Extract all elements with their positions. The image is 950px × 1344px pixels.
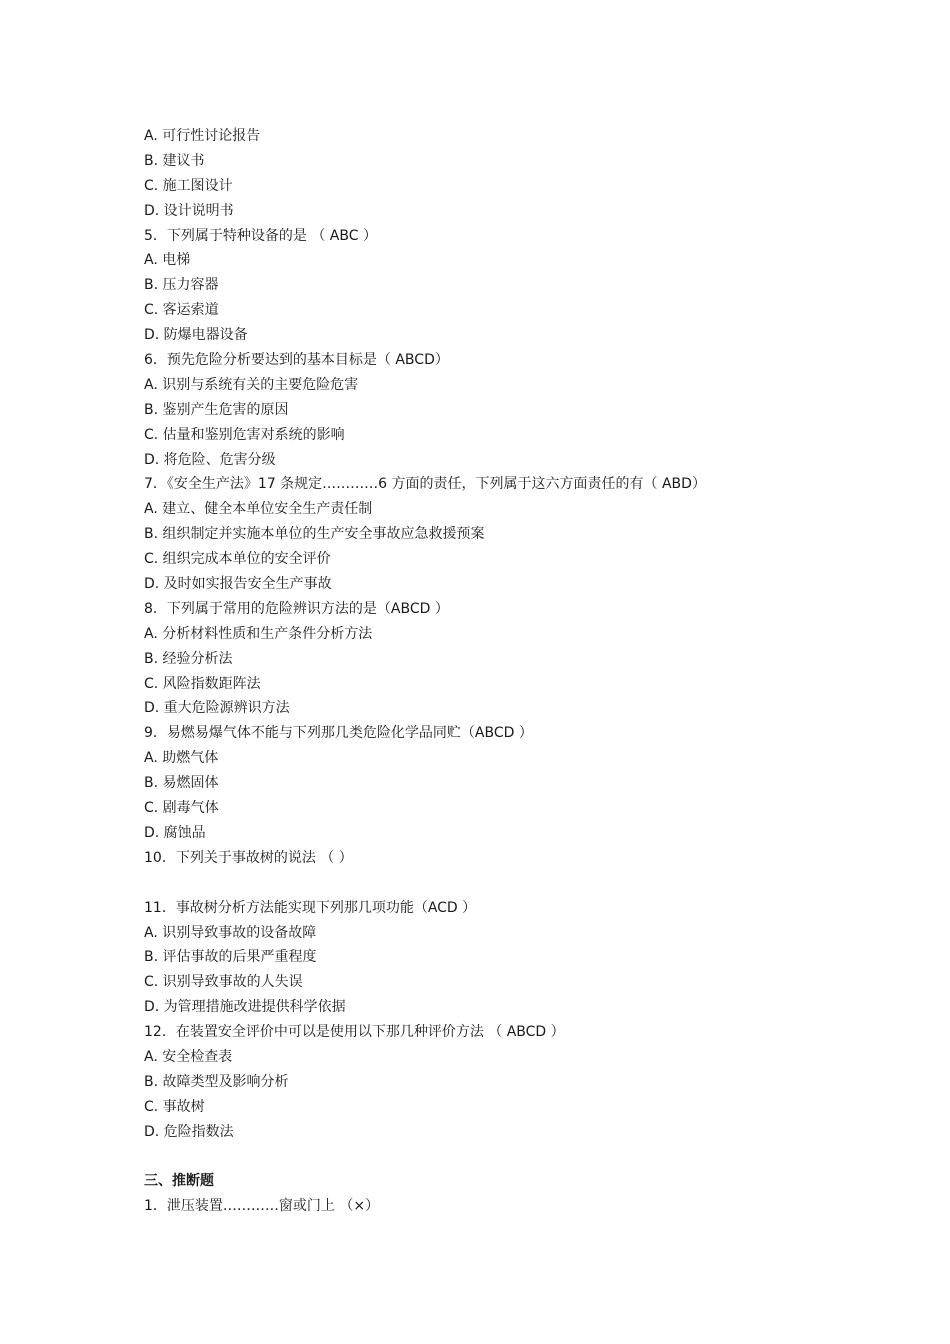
text-line: A. 安全检查表: [144, 1048, 233, 1065]
text-line: B. 经验分析法: [144, 650, 233, 667]
text-line: C. 剧毒气体: [144, 800, 219, 817]
text-line: B. 易燃固体: [144, 775, 219, 792]
text-line: B. 故障类型及影响分析: [144, 1073, 289, 1090]
text-line: D. 及时如实报告安全生产事故: [144, 576, 332, 593]
text-line: A. 电梯: [144, 252, 191, 269]
text-line: A. 识别与系统有关的主要危险危害: [144, 376, 359, 393]
section-heading: 三、推断题: [144, 1173, 214, 1190]
text-line: 7．《安全生产法》17 条规定…………6 方面的责任，下列属于这六方面责任的有（ ABD）: [144, 476, 706, 493]
blank-line: [144, 1145, 864, 1170]
document-page: [144, 124, 864, 1219]
text-line: 10．下列关于事故树的说法 （ ）: [144, 849, 353, 866]
text-line: B. 组织制定并实施本单位的生产安全事故应急救援预案: [144, 526, 485, 543]
text-line: C. 施工图设计: [144, 177, 233, 194]
text-line: A. 可行性讨论报告: [144, 128, 261, 144]
text-line: C. 事故树: [144, 1098, 205, 1115]
text-line: A. 助燃气体: [144, 750, 219, 767]
text-line: 8．下列属于常用的危险辨识方法的是（ABCD ）: [144, 600, 449, 617]
text-line: A. 识别导致事故的设备故障: [144, 924, 317, 941]
blank-line: [144, 871, 864, 896]
text-line: B. 压力容器: [144, 277, 219, 294]
text-line: C. 估量和鉴别危害对系统的影响: [144, 426, 345, 443]
text-line: C. 组织完成本单位的安全评价: [144, 551, 331, 568]
text-line: C. 识别导致事故的人失误: [144, 974, 303, 991]
text-line: B. 建议书: [144, 152, 205, 169]
text-line: 6．预先危险分析要达到的基本目标是（ ABCD）: [144, 352, 449, 369]
text-line: C. 风险指数距阵法: [144, 675, 261, 692]
text-line: 5．下列属于特种设备的是 （ ABC ）: [144, 227, 377, 244]
text-line: A. 分析材料性质和生产条件分析方法: [144, 625, 373, 642]
text-line: C. 客运索道: [144, 302, 219, 319]
text-line: D. 重大危险源辨识方法: [144, 700, 290, 717]
text-line: D. 为管理措施改进提供科学依据: [144, 999, 346, 1016]
text-line: 1．泄压装置…………窗或门上 （×）: [144, 1198, 380, 1215]
text-line: D. 防爆电器设备: [144, 327, 248, 344]
text-line: D. 设计说明书: [144, 202, 234, 219]
text-line: B. 鉴别产生危害的原因: [144, 401, 289, 418]
text-line: 9．易燃易爆气体不能与下列那几类危险化学品同贮（ABCD ）: [144, 725, 533, 742]
text-line: D. 腐蚀品: [144, 824, 206, 841]
text-line: D. 危险指数法: [144, 1123, 234, 1140]
text-line: B. 评估事故的后果严重程度: [144, 949, 317, 966]
text-line: 11．事故树分析方法能实现下列那几项功能（ACD ）: [144, 899, 477, 916]
text-line: D. 将危险、危害分级: [144, 451, 276, 468]
text-line: 12．在装置安全评价中可以是使用以下那几种评价方法 （ ABCD ）: [144, 1024, 565, 1041]
text-line: A. 建立、健全本单位安全生产责任制: [144, 501, 373, 518]
